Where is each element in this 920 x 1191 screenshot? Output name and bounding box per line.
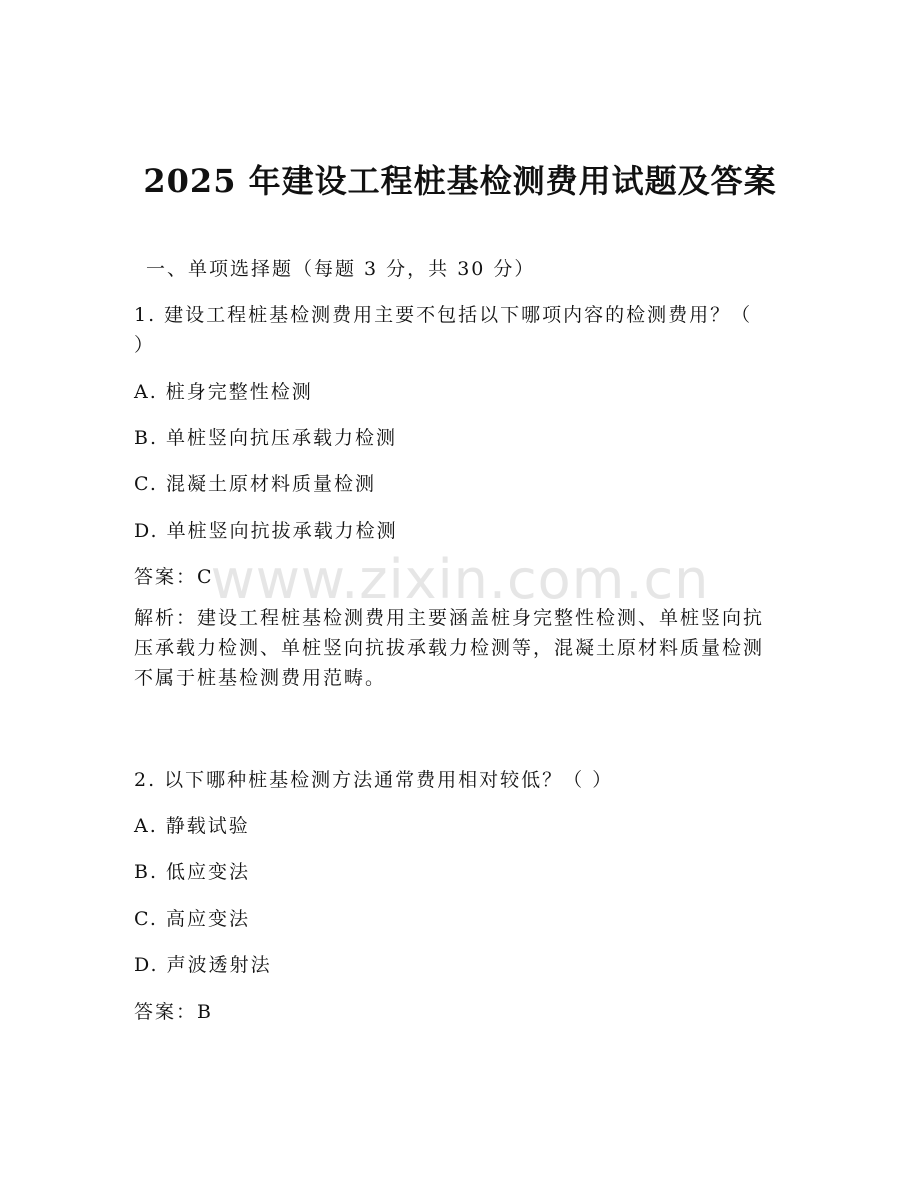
document-title: 2025 年建设工程桩基检测费用试题及答案 <box>143 162 777 200</box>
question-2-option-a: A. 静载试验 <box>134 815 250 837</box>
question-1-option-a: A. 桩身完整性检测 <box>134 381 313 403</box>
section-heading: 一、单项选择题（每题 3 分，共 30 分） <box>146 258 536 280</box>
question-2-option-c: C. 高应变法 <box>134 908 250 930</box>
question-1-stem-continued: ） <box>134 334 156 356</box>
question-1-stem: 1. 建设工程桩基检测费用主要不包括以下哪项内容的检测费用？（ <box>134 304 753 326</box>
question-1-answer: 答案：C <box>134 566 214 588</box>
question-2-answer: 答案：B <box>134 1001 213 1023</box>
question-1-option-c: C. 混凝土原材料质量检测 <box>134 473 376 495</box>
question-2-stem: 2. 以下哪种桩基检测方法通常费用相对较低？（ ） <box>134 769 614 791</box>
question-1-option-b: B. 单桩竖向抗压承载力检测 <box>134 427 398 449</box>
question-2-option-d: D. 声波透射法 <box>134 954 272 976</box>
watermark: www.zixin.com.cn <box>210 548 710 611</box>
question-1-analysis: 解析：建设工程桩基检测费用主要涵盖桩身完整性检测、单桩竖向抗压承载力检测、单桩竖向抗拔承载力检测等，混凝土原材料质量检测不属于桩基检测费用范畴。 <box>134 607 765 689</box>
question-1-option-d: D. 单桩竖向抗拔承载力检测 <box>134 520 398 542</box>
question-2-option-b: B. 低应变法 <box>134 861 251 883</box>
